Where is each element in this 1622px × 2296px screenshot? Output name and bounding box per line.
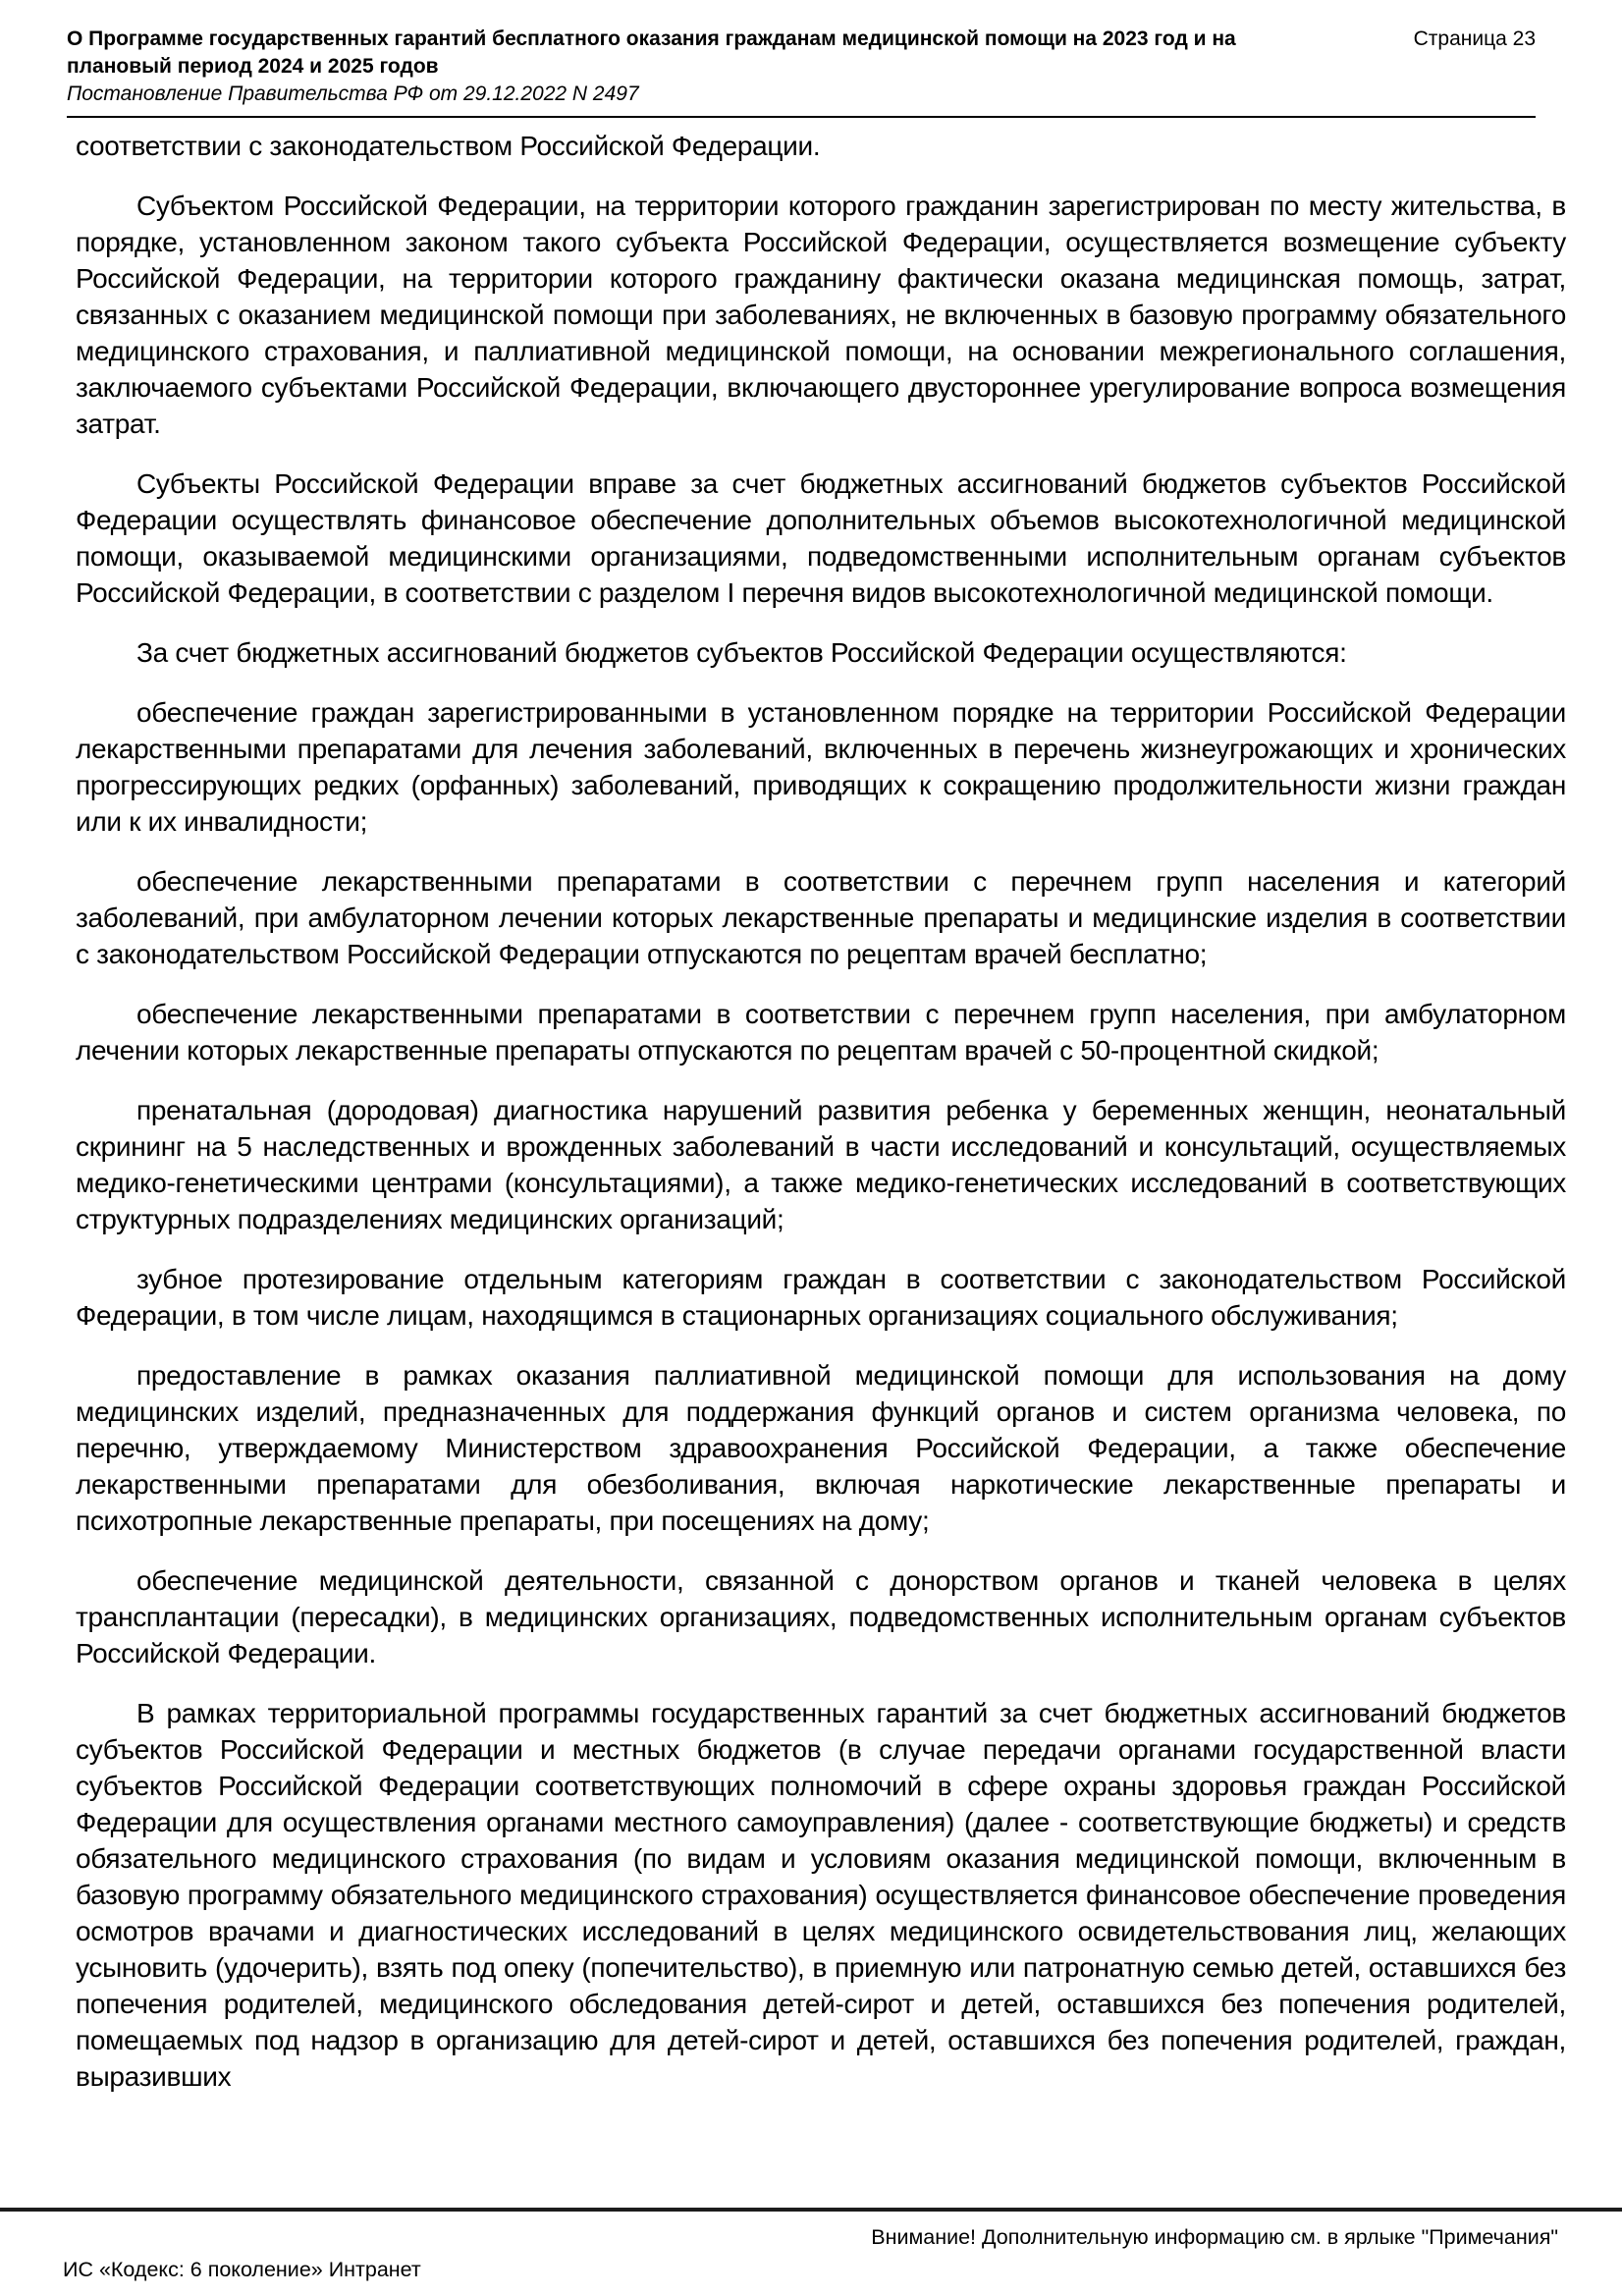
- body-paragraph: обеспечение лекарственными препаратами в соответствии с перечнем групп населения, при амбулаторном лечении которых лекарственные препараты отпускаются по рецептам врачей с 50-процентной скидкой;: [76, 999, 1566, 1066]
- footer-notice: Внимание! Дополнительную информацию см. в ярлыке "Примечания": [871, 2225, 1558, 2249]
- document-body: [0, 128, 1622, 2095]
- page-number: Страница 23: [1413, 27, 1536, 50]
- body-paragraph: пренатальная (дородовая) диагностика нарушений развития ребенка у беременных женщин, неонатальный скрининг на 5 наследственных и врожденных заболеваний в части исследований и консультаций, осуществляемых медико-генетическими центрами (консультациями), а также медико-генетических исследований в соответствующих структурных подразделениях медицинских организаций;: [76, 1095, 1566, 1234]
- body-paragraph: обеспечение лекарственными препаратами в соответствии с перечнем групп населения и категорий заболеваний, при амбулаторном лечении которых лекарственные препараты и медицинские изделия в соответствии с законодательством Российской Федерации отпускаются по рецептам врачей бесплатно;: [76, 866, 1566, 969]
- footer-divider: [0, 2208, 1622, 2212]
- body-paragraph: соответствии с законодательством Российской Федерации.: [76, 131, 821, 161]
- body-paragraph: обеспечение медицинской деятельности, связанной с донорством органов и тканей человека в целях трансплантации (пересадки), в медицинских организациях, подведомственных исполнительным органам субъектов Российской Федерации.: [76, 1565, 1566, 1668]
- document-reference: Постановление Правительства РФ от 29.12.2022 N 2497: [67, 82, 639, 105]
- document-title: О Программе государственных гарантий бесплатного оказания гражданам медицинской помощи на 2023 год и на плановый период 2024 и 2025 годов: [67, 27, 1236, 78]
- footer-system-label: ИС «Кодекс: 6 поколение» Интранет: [63, 2258, 421, 2281]
- body-paragraph: Субъектом Российской Федерации, на территории которого гражданин зарегистрирован по месту жительства, в порядке, установленном законом такого субъекта Российской Федерации, осуществляется возмещение субъекту Российской Федерации, на территории которого гражданину фактически оказана медицинская помощь, затрат, связанных с оказанием медицинской помощи при заболеваниях, не включенных в базовую программу обязательного медицинского страхования, и паллиативной медицинской помощи, на основании межрегионального соглашения, заключаемого субъектами Российской Федерации, включающего двустороннее урегулирование вопроса возмещения затрат.: [76, 191, 1566, 439]
- body-paragraph: предоставление в рамках оказания паллиативной медицинской помощи для использования на дому медицинских изделий, предназначенных для поддержания функций органов и систем организма человека, по перечню, утверждаемому Министерством здравоохранения Российской Федерации, а также обеспечение лекарственными препаратами для обезболивания, включая наркотические лекарственные препараты и психотропные лекарственные препараты, при посещениях на дому;: [76, 1360, 1566, 1536]
- body-paragraph: В рамках территориальной программы государственных гарантий за счет бюджетных ассигнований бюджетов субъектов Российской Федерации и местных бюджетов (в случае передачи органами государственной власти субъектов Российской Федерации соответствующих полномочий в сфере охраны здоровья граждан Российской Федерации для осуществления органами местного самоуправления) (далее - соответствующие бюджеты) и средств обязательного медицинского страхования (по видам и условиям оказания медицинской помощи, включенным в базовую программу обязательного медицинского страхования) осуществляется финансовое обеспечение проведения осмотров врачами и диагностических исследований в целях медицинского освидетельствования лиц, желающих усыновить (удочерить), взять под опеку (попечительство), в приемную или патронатную семью детей, оставшихся без попечения родителей, медицинского обследования детей-сирот и детей, оставшихся без попечения родителей, помещаемых под надзор в организацию для детей-сирот и детей, оставшихся без попечения родителей, граждан, выразивших: [76, 1698, 1566, 2092]
- body-paragraph: За счет бюджетных ассигнований бюджетов субъектов Российской Федерации осуществляются:: [136, 637, 1347, 668]
- body-paragraph: обеспечение граждан зарегистрированными в установленном порядке на территории Российской Федерации лекарственными препаратами для лечения заболеваний, включенных в перечень жизнеугрожающих и хронических прогрессирующих редких (орфанных) заболеваний, приводящих к сокращению продолжительности жизни граждан или к их инвалидности;: [76, 697, 1566, 837]
- document-header: [0, 0, 1622, 118]
- header-title-row: [67, 26, 1536, 81]
- document-footer: [0, 2208, 1622, 2296]
- header-divider: [67, 116, 1536, 118]
- body-paragraph: зубное протезирование отдельным категориям граждан в соответствии с законодательством Российской Федерации, в том числе лицам, находящимся в стационарных организациях социального обслуживания;: [76, 1264, 1566, 1331]
- body-paragraph: Субъекты Российской Федерации вправе за счет бюджетных ассигнований бюджетов субъектов Российской Федерации осуществлять финансовое обеспечение дополнительных объемов высокотехнологичной медицинской помощи, оказываемой медицинскими организациями, подведомственными исполнительным органам субъектов Российской Федерации, в соответствии с разделом I перечня видов высокотехнологичной медицинской помощи.: [76, 468, 1566, 608]
